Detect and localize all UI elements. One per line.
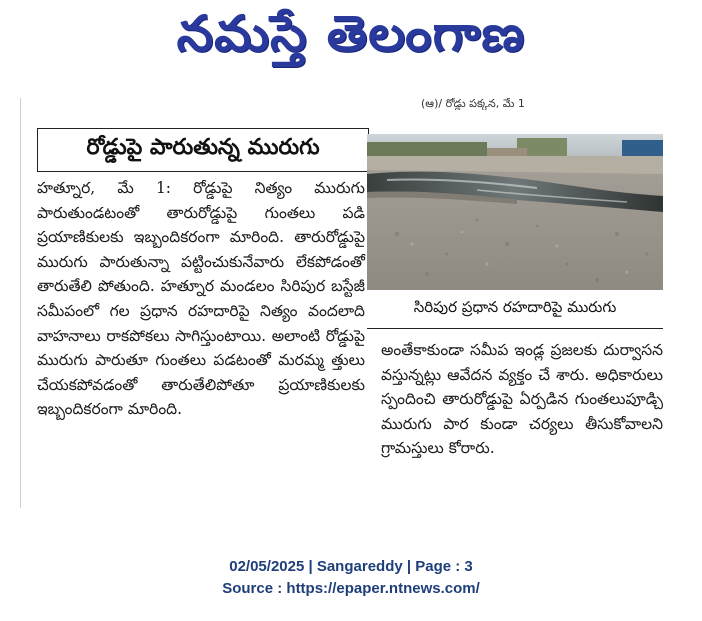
article-body-left-column: హత్నూర, మే 1: రోడ్డుపై నిత్యం మురుగు పారుతుండటంతో తారురోడ్డుపై గుంతలు పడి ప్రయాణికులకు ఇబ్బందికరంగా మారింది. తారురోడ్డుపై మురుగు పారుతున్నా పట్టించుకునేవారు లేకపోడంతో తారుతేలి పోతుంది. హత్నూర మండలం సిరిపుర బస్టేజీ సమీపంలో గల ప్రధాన రహదారిపై నిత్యం వందలాది వాహనాలు రాకపోకలు సాగిస్తుంటాయి. అలాంటి రోడ్డుపై మురుగు పారుతూ గుంతలు పడటంతో మరమ్మ త్తులు చేయకపోవడంతో తారుతేలిపోతూ ప్రయాణికులకు ఇబ్బందికరంగా మారింది. — [37, 179, 365, 419]
source-url: Source : https://epaper.ntnews.com/ — [222, 580, 480, 597]
source-footer — [0, 556, 702, 600]
masthead-title: నమస్తే తెలంగాణ — [176, 5, 526, 63]
article-clipping — [20, 98, 667, 508]
article-headline: రోడ్డుపై పారుతున్న మురుగు — [86, 135, 320, 160]
headline-box — [37, 128, 369, 172]
article-photo — [367, 134, 663, 290]
photo-caption: సిరిపుర ప్రధాన రహదారిపై మురుగు — [413, 298, 617, 316]
road-sewage-photo — [367, 134, 663, 290]
cropped-top-text: (ఆ)/ రోడ్డు పక్కన, మే 1 — [421, 98, 525, 110]
newspaper-masthead — [0, 0, 702, 80]
caption-divider — [367, 328, 663, 329]
article-body-right-column: అంతేకాకుండా సమీప ఇండ్ల ప్రజలకు దుర్వాసన వస్తున్నట్లు ఆవేదన వ్యక్తం చే శారు. అధికారులు స్పందించి తారురోడ్డుపై ఏర్పడిన గుంతలుపూడ్చి మురుగు పార కుండా చర్యలు తీసుకోవాలని గ్రామస్తులు కోరారు. — [381, 341, 663, 458]
edition-info: 02/05/2025 | Sangareddy | Page : 3 — [229, 558, 473, 575]
